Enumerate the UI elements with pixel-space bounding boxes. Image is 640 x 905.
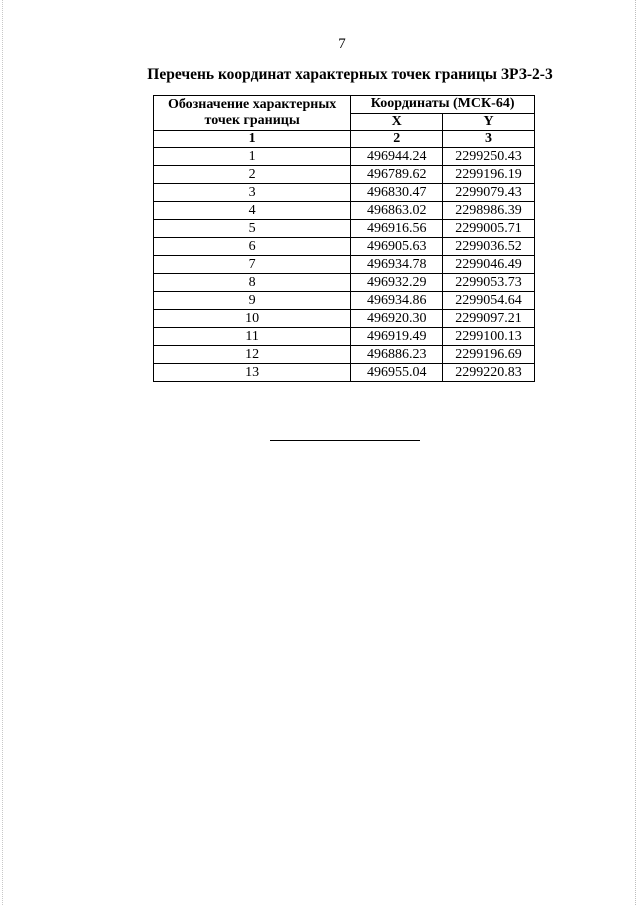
table-row xyxy=(154,220,535,238)
point-number-cell: 13 xyxy=(154,364,351,382)
y-coordinate-cell: 2299079.43 xyxy=(443,184,535,202)
point-number-cell: 7 xyxy=(154,256,351,274)
table-row xyxy=(154,310,535,328)
x-coordinate-cell: 496955.04 xyxy=(351,364,443,382)
document-title: Перечень координат характерных точек границы ЗРЗ-2-3 xyxy=(147,66,553,83)
x-coordinate-cell: 496886.23 xyxy=(351,346,443,364)
coordinates-table-body xyxy=(154,148,535,382)
table-row xyxy=(154,202,535,220)
y-coordinate-cell: 2299196.19 xyxy=(443,166,535,184)
point-label-header: Обозначение характерных точек границы xyxy=(154,96,351,131)
point-number-cell: 3 xyxy=(154,184,351,202)
point-number-cell: 6 xyxy=(154,238,351,256)
y-coordinate-cell: 2299196.69 xyxy=(443,346,535,364)
x-coordinate-cell: 496863.02 xyxy=(351,202,443,220)
point-number-cell: 10 xyxy=(154,310,351,328)
x-coordinate-cell: 496830.47 xyxy=(351,184,443,202)
x-coordinate-cell: 496934.86 xyxy=(351,292,443,310)
column-number-1: 1 xyxy=(154,131,351,148)
x-coordinate-cell: 496916.56 xyxy=(351,220,443,238)
x-coordinate-cell: 496920.30 xyxy=(351,310,443,328)
y-coordinate-cell: 2299054.64 xyxy=(443,292,535,310)
table-row xyxy=(154,274,535,292)
x-coordinate-cell: 496932.29 xyxy=(351,274,443,292)
y-column-header: Y xyxy=(443,113,535,131)
column-number-3: 3 xyxy=(443,131,535,148)
y-coordinate-cell: 2299250.43 xyxy=(443,148,535,166)
x-coordinate-cell: 496919.49 xyxy=(351,328,443,346)
scan-edge-right xyxy=(635,0,637,905)
y-coordinate-cell: 2299036.52 xyxy=(443,238,535,256)
point-number-cell: 4 xyxy=(154,202,351,220)
x-coordinate-cell: 496934.78 xyxy=(351,256,443,274)
y-coordinate-cell: 2299100.13 xyxy=(443,328,535,346)
table-row xyxy=(154,256,535,274)
x-coordinate-cell: 496905.63 xyxy=(351,238,443,256)
y-coordinate-cell: 2299097.21 xyxy=(443,310,535,328)
point-number-cell: 11 xyxy=(154,328,351,346)
x-coordinate-cell: 496944.24 xyxy=(351,148,443,166)
y-coordinate-cell: 2299053.73 xyxy=(443,274,535,292)
point-number-cell: 9 xyxy=(154,292,351,310)
table-row xyxy=(154,364,535,382)
table-row xyxy=(154,166,535,184)
table-row xyxy=(154,238,535,256)
scan-edge-left xyxy=(2,0,4,905)
end-rule xyxy=(270,440,420,441)
point-number-cell: 2 xyxy=(154,166,351,184)
table-row xyxy=(154,292,535,310)
column-number-2: 2 xyxy=(351,131,443,148)
point-number-cell: 1 xyxy=(154,148,351,166)
table-row xyxy=(154,346,535,364)
table-row xyxy=(154,148,535,166)
coordinates-table xyxy=(153,95,535,382)
x-coordinate-cell: 496789.62 xyxy=(351,166,443,184)
table-row xyxy=(154,184,535,202)
table-row xyxy=(154,328,535,346)
page-number: 7 xyxy=(338,36,346,52)
point-number-cell: 12 xyxy=(154,346,351,364)
y-coordinate-cell: 2298986.39 xyxy=(443,202,535,220)
point-number-cell: 8 xyxy=(154,274,351,292)
y-coordinate-cell: 2299005.71 xyxy=(443,220,535,238)
point-number-cell: 5 xyxy=(154,220,351,238)
x-column-header: X xyxy=(351,113,443,131)
y-coordinate-cell: 2299220.83 xyxy=(443,364,535,382)
coords-label-header: Координаты (МСК-64) xyxy=(351,96,535,114)
y-coordinate-cell: 2299046.49 xyxy=(443,256,535,274)
